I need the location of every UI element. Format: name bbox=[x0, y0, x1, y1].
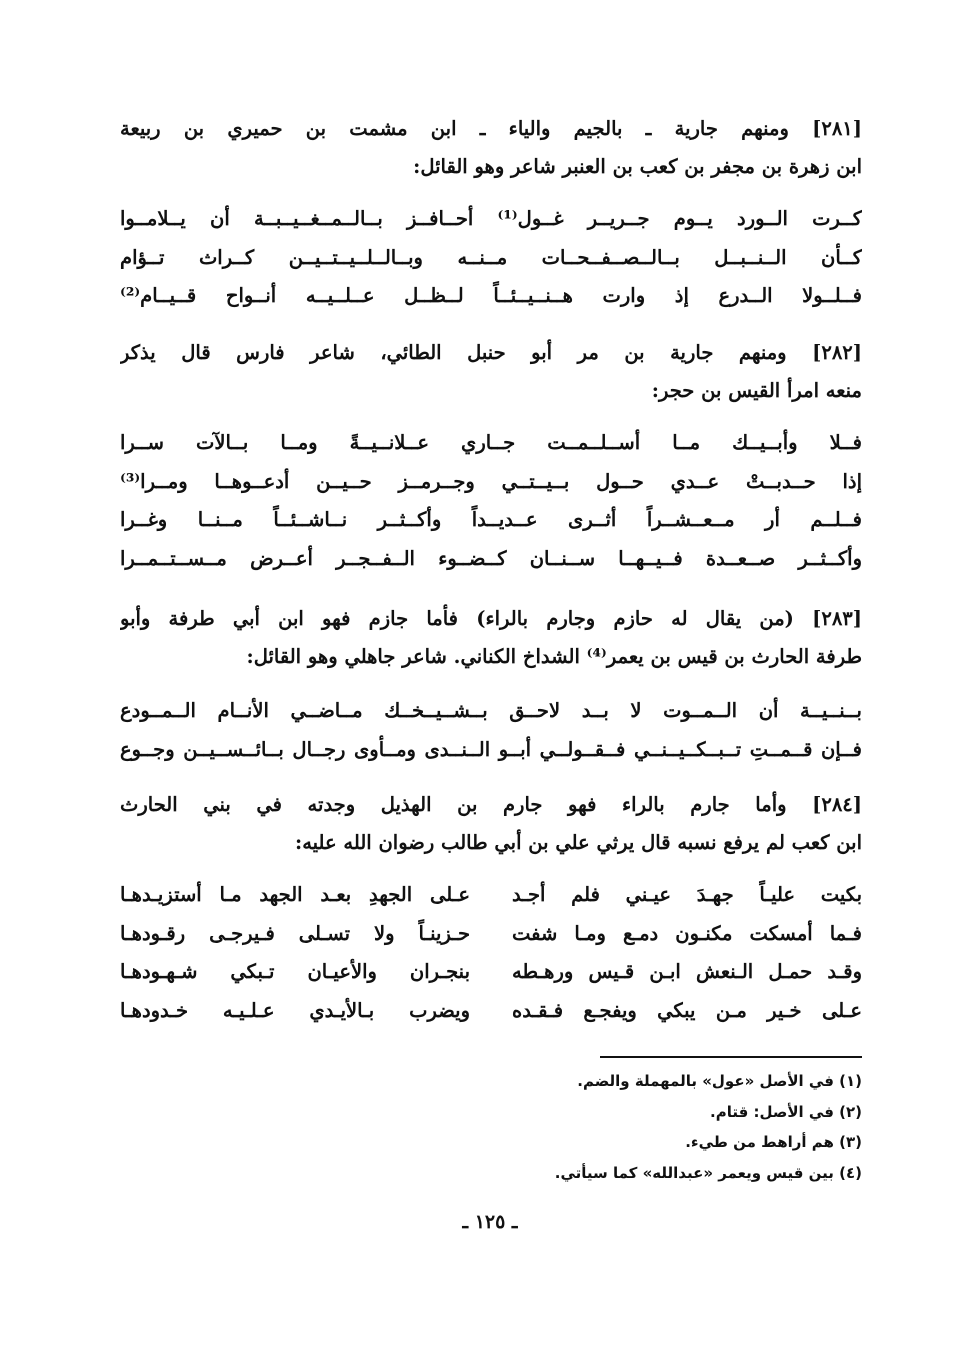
page-number: ـ ١٢٥ ـ bbox=[462, 1211, 518, 1233]
entry-282-line-1: [٢٨٢] ومنهم جارية بن مر أبو حنبل الطائي، شاعر فارس قال يذكر bbox=[120, 341, 862, 364]
couplet-row bbox=[120, 953, 862, 992]
footnote-3: (٣) هم أراهط من طيء. bbox=[685, 1133, 862, 1151]
verse-line: فــلــم أر مــعــشــراً أثــرى عــديــداً وأكــثــر نــاشــئــاً مــنــا وغــرا bbox=[120, 508, 862, 531]
second-hemistich: حـزينـاً ولا تسـلى فـيرجـى رقـودهـا bbox=[120, 921, 470, 945]
entry-283-line-2: طرفة الحارث بن قيس بن يعمر⁽⁴⁾ الشداخ الكناني. شاعر جاهلي وهو القائل: bbox=[246, 645, 862, 668]
footnote-separator bbox=[600, 1056, 862, 1058]
first-hemistich: عـلى خـير مـن يبكي ويفجـع فـقـده bbox=[512, 998, 862, 1022]
entry-282-verses bbox=[120, 424, 862, 578]
first-hemistich: وقـد حمـل الـنعش ابـن قـيس ورهـطه bbox=[512, 960, 862, 983]
couplet-row bbox=[120, 992, 862, 1031]
second-hemistich: بنجـران والأعيـان تـبكي شـهـودهـا bbox=[120, 960, 470, 983]
couplet-row bbox=[120, 876, 862, 915]
entry-284-couplets bbox=[120, 876, 862, 1030]
verse-line: فــإن قــمــتِ تــبــكــيــنــي فــقــولــي أبــو الــنــدى ومــأوى رجــال بــائــســيــن وجــوع bbox=[120, 737, 862, 761]
verse-line: كــرت الــورد يــوم جــريــر غــول⁽¹⁾ أحــافــز بــالــمــغــيــبــة أن يــلامــوا bbox=[120, 207, 862, 230]
entry-283-line-1: [٢٨٣] (من يقال له حازم وجارم بالراء) فأما جازم فهو ابن أبي طرفة وأبو bbox=[120, 607, 862, 630]
entry-281-line-1: [٢٨١] ومنهم جارية ـ بالجيم والياء ـ ابن مشمت بن حميري بن ربيعة bbox=[120, 117, 862, 140]
second-hemistich: ويضرب بـالأيـدي عـلـيـه خـدودهـا bbox=[120, 998, 470, 1022]
verse-line: كــأن الــنــبــل بــالــصــفــحــات مــنــه وبــالــلــيــتــيــن كــراث تــؤام bbox=[120, 245, 862, 269]
first-hemistich: بكيت عليـاً جهـدَ عيـني فلم أجـد bbox=[512, 883, 862, 906]
entry-281-paragraph bbox=[120, 110, 862, 186]
verse-line: وأكــثــر صــعــدة فــيــهــا ســنــان كــضــوء الــفــجــر أعــرض مــســتــمــرا bbox=[120, 546, 862, 570]
entry-284-line-1: [٢٨٤] وأما جارم بالراء فهو جارم بن الهذيل وجدته في بني الحارث bbox=[120, 793, 862, 816]
entry-282-paragraph bbox=[120, 334, 862, 410]
first-hemistich: فـما أمسكت مكنـون دمـع ومـا شفت bbox=[512, 921, 862, 945]
verse-line: فــلا وأبــيــك مــا أســلــمــت جــاري عــلانــيــةً ومــا بــالآت ســرا bbox=[120, 431, 862, 454]
entry-283-verses bbox=[120, 692, 862, 769]
footnote-4: (٤) بين قيس ويعمر «عبدالله» كما سيأتي. bbox=[554, 1163, 862, 1182]
verse-line: إذا حــدبــتْ عــدي حــول بــيــتــي وجــرمــز حــيــن أدعــوهــا ومــرا⁽³⁾ bbox=[120, 469, 862, 493]
verse-line: بــنــيــة أن الــمــوت لا بــد لاحــق بــشــيــخــك مــاضــي الأنــام الــمــودع bbox=[120, 699, 862, 722]
footnote-1: (١) في الأصل «عول» بالمهملة والضم. bbox=[577, 1072, 862, 1090]
verse-line: فــلــولا الــدرع إذ وارت هــنــيــئــاً لــظــل عــلــيــه أنــواح قــيــام⁽²⁾ bbox=[120, 284, 862, 307]
entry-284-paragraph bbox=[120, 786, 862, 862]
footnotes bbox=[262, 1066, 862, 1188]
entry-282-line-2: منعه امرأ القيس بن حجر: bbox=[651, 379, 862, 402]
footnote-2: (٢) في الأصل: قتام. bbox=[710, 1102, 862, 1121]
couplet-row bbox=[120, 915, 862, 954]
entry-281-verses bbox=[120, 200, 862, 316]
entry-281-line-2: ابن زهرة بن مجفر بن كعب بن العنبر شاعر وهو القائل: bbox=[413, 155, 862, 178]
entry-283-paragraph bbox=[120, 600, 862, 676]
entry-284-line-2: ابن كعب لم يرفع نسبه قال يرثي علي بن أبي طالب رضوان الله عليه: bbox=[295, 831, 862, 854]
second-hemistich: عـلى الجهدِ بعـد الجهد مـا أستزيـدهـا bbox=[120, 883, 470, 906]
